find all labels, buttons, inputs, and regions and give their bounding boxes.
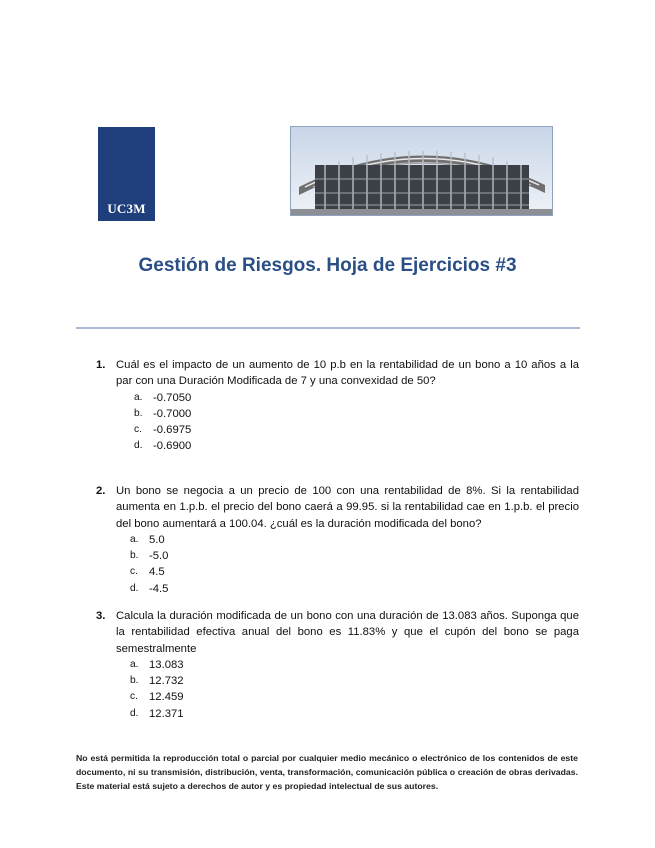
option-letter: d. (134, 440, 143, 452)
option-letter: a. (130, 658, 139, 670)
option-value: 5.0 (149, 533, 165, 546)
question-number: 1. (96, 359, 106, 371)
option-value: -0.6900 (153, 440, 192, 453)
question-2 (96, 483, 579, 597)
option-list (134, 390, 579, 455)
option-letter: d. (130, 582, 139, 594)
question-number: 3. (96, 610, 106, 622)
option-d (130, 581, 579, 597)
option-letter: a. (134, 391, 143, 403)
option-letter: b. (134, 407, 143, 419)
logo-text: UC3M (107, 201, 146, 216)
building-photo (290, 126, 553, 216)
option-letter: b. (130, 550, 139, 562)
option-a (134, 390, 579, 406)
question-3 (96, 608, 579, 722)
question-text: Un bono se negocia a un precio de 100 con una rentabilidad de 8%. Si la rentabilidad aumenta en 1.p.b. el precio del bono caerá a 99.95. si la rentabilidad cae en 1.p.b. el precio del bono aumentará a 100.04. ¿cuál es la duración modificada del bono? (116, 485, 579, 530)
option-value: -0.7000 (153, 407, 192, 420)
option-value: 4.5 (149, 566, 165, 579)
option-list (130, 657, 579, 722)
building-illustration-icon (291, 127, 552, 215)
divider (76, 327, 580, 329)
question-number: 2. (96, 485, 106, 497)
option-d (134, 438, 579, 454)
option-letter: c. (130, 566, 138, 578)
option-b (130, 673, 579, 689)
option-a (130, 657, 579, 673)
option-d (130, 706, 579, 722)
question-text: Cuál es el impacto de un aumento de 10 p.b en la rentabilidad de un bono a 10 años a la par con una Duración Modificada de 7 y una convexidad de 50? (116, 359, 579, 388)
option-c (130, 689, 579, 705)
option-value: -4.5 (149, 582, 169, 595)
option-c (134, 422, 579, 438)
option-value: 12.459 (149, 691, 184, 704)
page-title: Gestión de Riesgos. Hoja de Ejercicios #3 (138, 255, 517, 276)
option-value: 12.732 (149, 675, 184, 688)
option-letter: b. (130, 675, 139, 687)
option-b (130, 548, 579, 564)
option-a (130, 532, 579, 548)
question-text: Calcula la duración modificada de un bono con una duración de 13.083 años. Suponga que la rentabilidad efectiva anual del bono es 11.83% y que el cupón del bono se paga semestralmente (116, 610, 579, 655)
option-b (134, 406, 579, 422)
option-value: -0.7050 (153, 391, 192, 404)
option-value: 12.371 (149, 707, 184, 720)
option-letter: c. (134, 424, 142, 436)
option-value: -0.6975 (153, 424, 192, 437)
uc3m-logo (98, 127, 155, 221)
option-list (130, 532, 579, 597)
option-c (130, 564, 579, 580)
option-value: -5.0 (149, 550, 169, 563)
option-letter: d. (130, 707, 139, 719)
option-letter: c. (130, 691, 138, 703)
option-value: 13.083 (149, 658, 184, 671)
option-letter: a. (130, 533, 139, 545)
copyright-notice: No está permitida la reproducción total o parcial por cualquier medio mecánico o electrónico de los contenidos de este documento, ni su transmisión, distribución, venta, transformación, comunicación pública o creación de obras derivadas. Este material está sujeto a derechos de autor y es propiedad intelectual de sus autores. (76, 753, 578, 792)
question-1 (96, 357, 579, 455)
